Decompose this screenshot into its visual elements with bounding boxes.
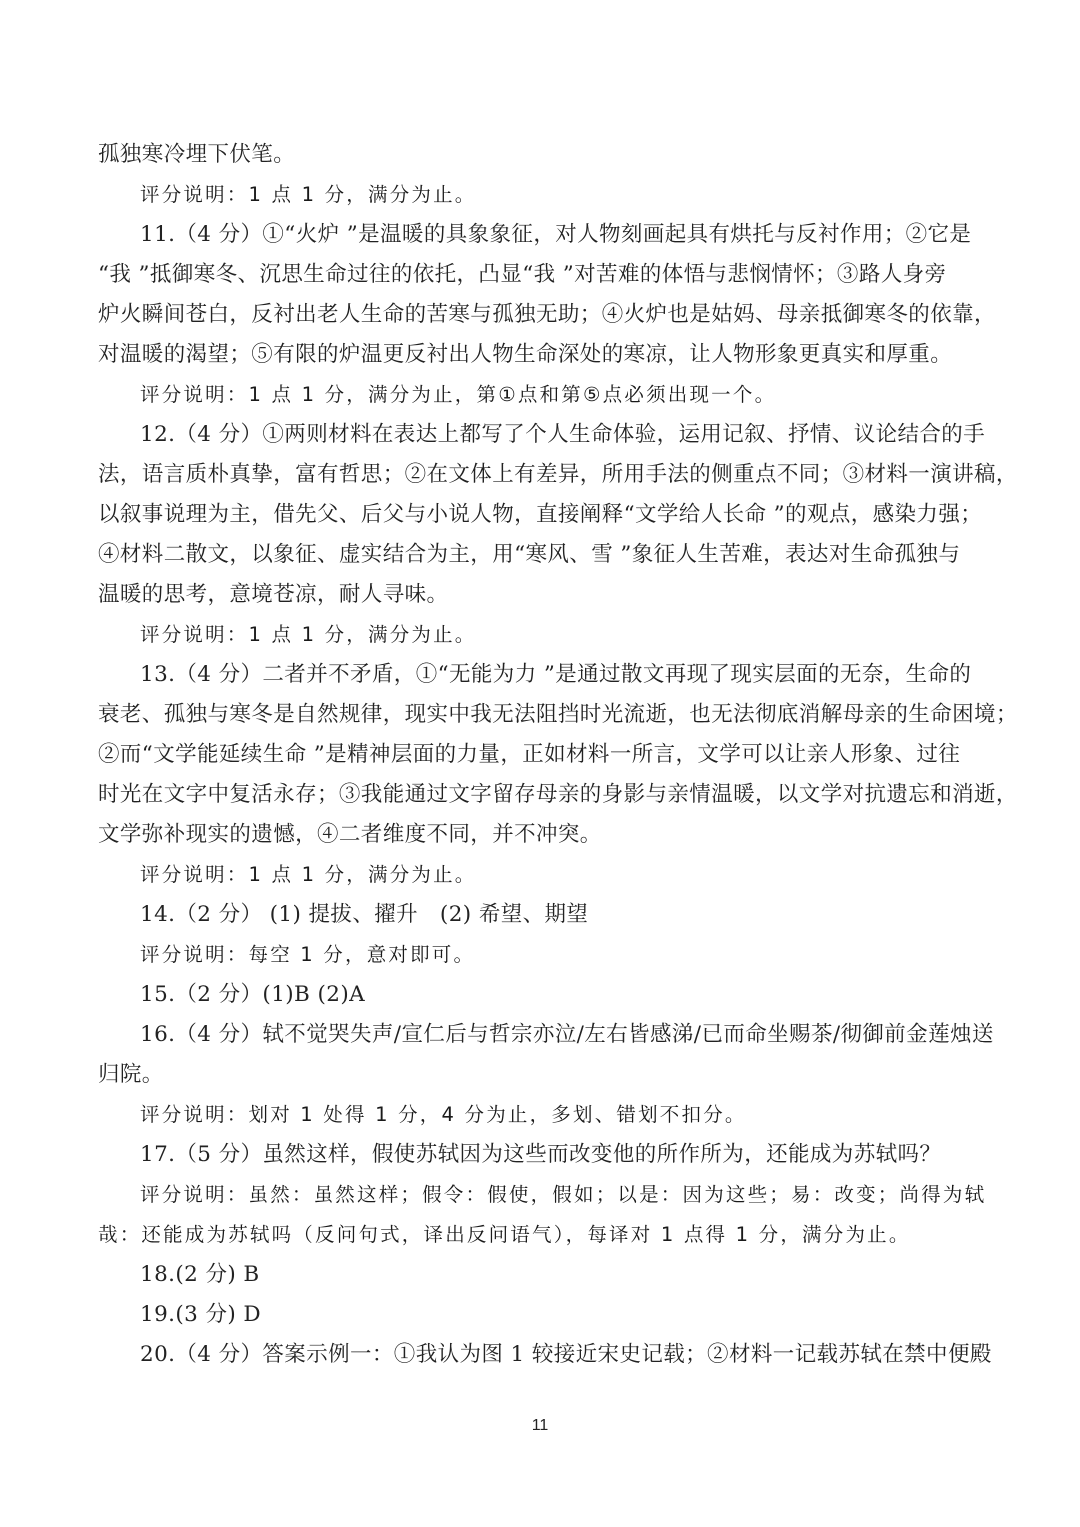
answer-14: 14.（2 分） (1) 提拔、擢升 (2) 希望、期望: [140, 902, 589, 927]
text-line: 炉火瞬间苍白，反衬出老人生命的苦寒与孤独无助；④火炉也是姑妈、母亲抵御寒冬的依靠，: [98, 302, 996, 327]
answer-19: 19.(3 分) D: [140, 1302, 262, 1327]
answer-20: 20.（4 分）答案示例一：①我认为图 1 较接近宋史记载；②材料一记载苏轼在禁中便殿: [140, 1342, 992, 1367]
text-line: ②而“文学能延续生命 ”是精神层面的力量，正如材料一所言，文学可以让亲人形象、过往: [98, 742, 961, 767]
text-line: 时光在文字中复活永存；③我能通过文字留存母亲的身影与亲情温暖，以文学对抗遗忘和消逝，: [98, 782, 1018, 807]
text-line: ④材料二散文，以象征、虚实结合为主，用“寒风、雪 ”象征人生苦难，表达对生命孤独与: [98, 542, 961, 567]
scoring-note: 评分说明：1 点 1 分，满分为止。: [140, 183, 477, 206]
text-line: 文学弥补现实的遗憾，④二者维度不同，并不冲突。: [98, 822, 602, 847]
answer-16: 16.（4 分）轼不觉哭失声/宣仁后与哲宗亦泣/左右皆感涕/已而命坐赐茶/彻御前金莲烛送: [140, 1022, 994, 1047]
answer-17: 17.（5 分）虽然这样，假使苏轼因为这些而改变他的所作所为，还能成为苏轼吗？: [140, 1142, 942, 1167]
text-line: 衰老、孤独与寒冬是自然规律，现实中我无法阻挡时光流逝，也无法彻底消解母亲的生命困境；: [98, 702, 1018, 727]
scoring-note: 评分说明：划对 1 处得 1 分，4 分为止，多划、错划不扣分。: [140, 1103, 747, 1126]
answer-12: 12.（4 分）①两则材料在表达上都写了个人生命体验，运用记叙、抒情、议论结合的手: [140, 422, 986, 447]
page-number: 11: [531, 1417, 549, 1434]
text-line: “我 ”抵御寒冬、沉思生命过往的依托，凸显“我 ”对苦难的体悟与悲悯情怀；③路人身旁: [98, 262, 947, 287]
text-line: 归院。: [98, 1062, 164, 1087]
text-line: 对温暖的渴望；⑤有限的炉温更反衬出人物生命深处的寒凉，让人物形象更真实和厚重。: [98, 342, 953, 367]
scoring-note-continued: 哉：还能成为苏轼吗（反问句式，译出反问语气），每译对 1 点得 1 分，满分为止。: [98, 1223, 911, 1246]
answer-18: 18.(2 分) B: [140, 1262, 260, 1287]
scoring-note: 评分说明：虽然：虽然这样；假令：假使，假如；以是：因为这些；易：改变；尚得为轼: [140, 1183, 987, 1206]
text-line: 法，语言质朴真挚，富有哲思；②在文体上有差异，所用手法的侧重点不同；③材料一演讲稿，: [98, 462, 1018, 487]
text-line: 孤独寒冷埋下伏笔。: [98, 142, 296, 167]
text-line: 以叙事说理为主，借先父、后父与小说人物，直接阐释“文学给人长命 ”的观点，感染力强；: [98, 502, 983, 527]
scoring-note: 评分说明：1 点 1 分，满分为止，第①点和第⑤点必须出现一个。: [140, 383, 777, 406]
text-line: 温暖的思考，意境苍凉，耐人寻味。: [98, 582, 449, 607]
answer-11: 11.（4 分）①“火炉 ”是温暖的具象象征，对人物刻画起具有烘托与反衬作用；②它是: [140, 222, 972, 247]
scoring-note: 评分说明：1 点 1 分，满分为止。: [140, 863, 477, 886]
scoring-note: 评分说明：1 点 1 分，满分为止。: [140, 623, 477, 646]
scoring-note: 评分说明：每空 1 分，意对即可。: [140, 943, 476, 966]
answer-15: 15.（2 分）(1)B (2)A: [140, 982, 366, 1007]
answer-13: 13.（4 分）二者并不矛盾，①“无能为力 ”是通过散文再现了现实层面的无奈，生命的: [140, 662, 972, 687]
